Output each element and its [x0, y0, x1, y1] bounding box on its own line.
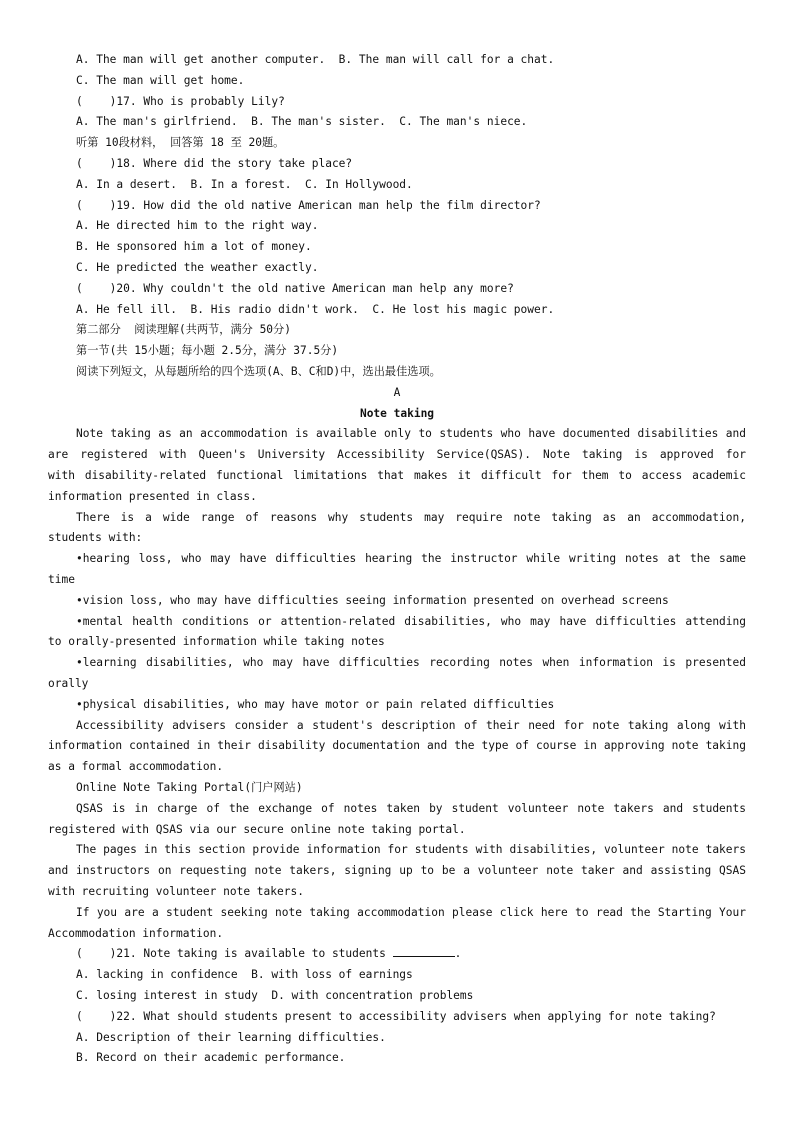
q19-option-a: A. He directed him to the right way. — [76, 219, 319, 233]
passage-line: as a formal accommodation. — [48, 760, 224, 774]
passage-subheading: Online Note Taking Portal(门户网站) — [76, 781, 303, 794]
bullet-item: •hearing loss, who may have difficulties hearing the instructor while writing notes at the same — [76, 552, 746, 566]
reading-instruction: 阅读下列短文，从每题所给的四个选项(A、B、C和D)中，选出最佳选项。 — [76, 365, 441, 378]
passage-line: students with: — [48, 531, 143, 545]
q21-stem-line — [76, 944, 746, 965]
passage-line: Accommodation information. — [48, 926, 224, 940]
passage-line: The pages in this section provide information for students with disabilities, volunteer note takers — [76, 843, 746, 857]
bullet-item-continued: to orally-presented information while taking notes — [48, 635, 385, 649]
passage-line: Note taking as an accommodation is available only to students who have documented disabilities and — [76, 427, 746, 441]
q21-stem: ( )21. Note taking is available to students — [76, 947, 393, 961]
passage-line: information presented in class. — [48, 489, 257, 503]
q20-stem: ( )20. Why couldn't the old native American man help any more? — [76, 281, 514, 295]
q16-option-c: C. The man will get home. — [76, 73, 245, 87]
passage-line: Accessibility advisers consider a student's description of their need for note taking along with — [76, 718, 746, 732]
q19-stem: ( )19. How did the old native American man help the film director? — [76, 198, 541, 212]
passage-line: registered with QSAS via our secure online note taking portal. — [48, 822, 466, 836]
q21-stem-end: . — [454, 947, 462, 961]
q17-options: A. The man's girlfriend. B. The man's sister. C. The man's niece. — [76, 115, 528, 129]
q21-options-cd: C. losing interest in study D. with concentration problems — [76, 989, 474, 1002]
q22-stem: ( )22. What should students present to accessibility advisers when applying for note taking? — [76, 1009, 716, 1023]
q19-option-c: C. He predicted the weather exactly. — [76, 261, 319, 274]
bullet-item: •mental health conditions or attention-related disabilities, who may have difficulties attending — [76, 614, 746, 628]
q19-option-b: B. He sponsored him a lot of money. — [76, 240, 312, 254]
passage-line: with recruiting volunteer note takers. — [48, 885, 304, 898]
q18-options: A. In a desert. B. In a forest. C. In Hollywood. — [76, 177, 413, 191]
passage-line: are registered with Queen's University Accessibility Service(QSAS). Note taking is approved for — [48, 448, 746, 462]
bullet-item-continued: time — [48, 573, 75, 586]
material-10-instruction: 听第 10段材料， 回答第 18 至 20题。 — [76, 136, 285, 150]
q17-stem: ( )17. Who is probably Lily? — [76, 94, 285, 108]
bullet-item: •vision loss, who may have difficulties seeing information presented on overhead screens — [76, 593, 669, 607]
passage-line: and instructors on requesting note takers, signing up to be a volunteer note taker and assisting QSAS — [48, 864, 746, 878]
passage-letter: A — [393, 385, 401, 399]
passage-line: information contained in their disability documentation and the type of course in approving note taking — [48, 739, 746, 753]
section1-heading: 第一节(共 15小题；每小题 2.5分，满分 37.5分) — [76, 344, 339, 358]
q20-options: A. He fell ill. B. His radio didn't work. C. He lost his magic power. — [76, 302, 555, 316]
q16-options-ab: A. The man will get another computer. B. The man will call for a chat. — [76, 53, 555, 66]
passage-line: If you are a student seeking note taking accommodation please click here to read the Starting Your — [76, 905, 746, 919]
bullet-item: •physical disabilities, who may have motor or pain related difficulties — [76, 697, 555, 711]
q22-option-a: A. Description of their learning difficulties. — [76, 1030, 386, 1044]
part2-heading: 第二部分 阅读理解(共两节，满分 50分) — [76, 323, 291, 337]
passage-line: QSAS is in charge of the exchange of notes taken by student volunteer note takers and students — [76, 801, 746, 815]
answer-blank — [393, 944, 455, 957]
q18-stem: ( )18. Where did the story take place? — [76, 157, 353, 170]
q22-option-b: B. Record on their academic performance. — [76, 1051, 346, 1065]
q21-options-ab: A. lacking in confidence B. with loss of earnings — [76, 968, 413, 982]
passage-title: Note taking — [359, 406, 435, 420]
passage-line: with disability-related functional limitations that makes it difficult for them to access academic — [48, 469, 746, 482]
bullet-item: •learning disabilities, who may have difficulties recording notes when information is presented — [76, 656, 746, 670]
passage-line: There is a wide range of reasons why students may require note taking as an accommodation, — [76, 510, 746, 524]
bullet-item-continued: orally — [48, 677, 89, 690]
